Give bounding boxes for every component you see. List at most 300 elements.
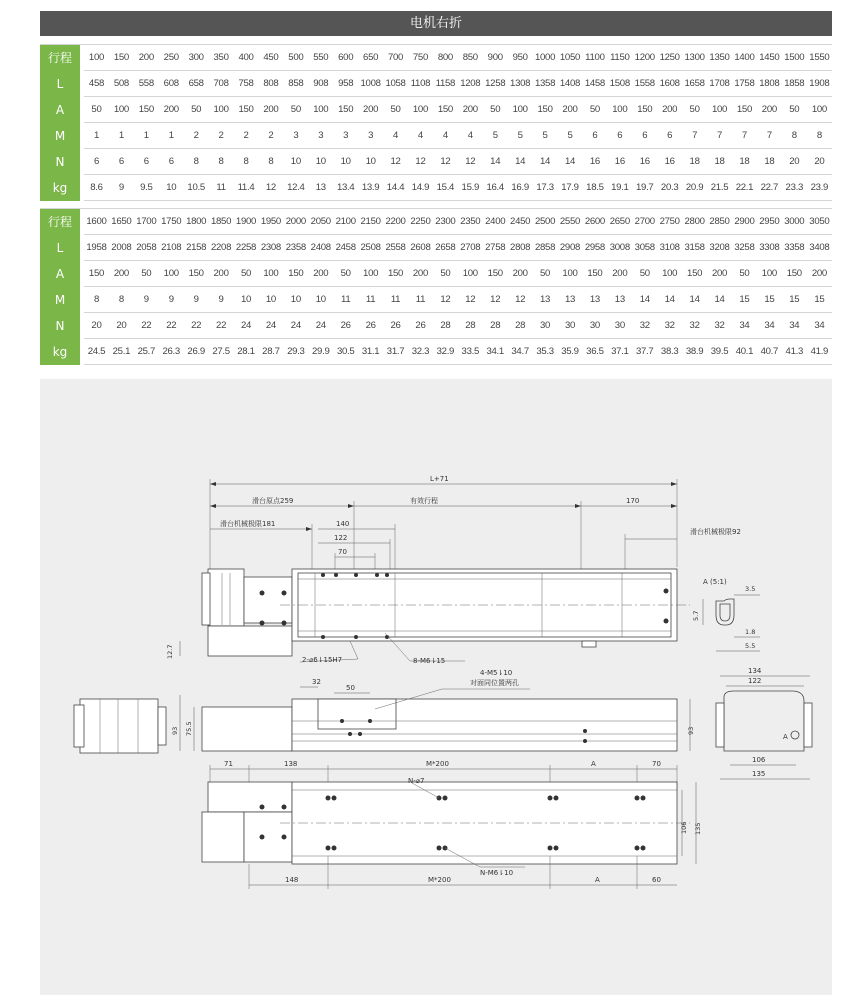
dim-148: 148 <box>285 876 299 884</box>
table-cell: 150 <box>84 261 109 287</box>
table-cell: 10 <box>308 287 333 313</box>
table-cell: 12 <box>458 149 483 175</box>
table-cell: 1000 <box>533 45 558 71</box>
table-cell: 8 <box>184 149 209 175</box>
table-cell: 50 <box>84 97 109 123</box>
table-cell: 39.5 <box>707 339 732 365</box>
table-cell: 23.3 <box>782 175 807 201</box>
table-cell: 5 <box>483 123 508 149</box>
dim-right-end: 170 <box>626 497 640 505</box>
table-row <box>40 287 832 313</box>
table-cell: 50 <box>682 97 707 123</box>
table-cell: 6 <box>632 123 657 149</box>
table-cell: 50 <box>433 261 458 287</box>
table-cell: 100 <box>807 97 832 123</box>
table-cell: 3258 <box>732 235 757 261</box>
detail-a <box>692 578 760 651</box>
table-cell: 958 <box>333 71 358 97</box>
table-cell: 2250 <box>408 209 433 235</box>
table-cell: 10.5 <box>184 175 209 201</box>
table-cell: 1550 <box>807 45 832 71</box>
table-cell: 50 <box>383 97 408 123</box>
dim-m200-bottom: M*200 <box>428 876 451 884</box>
table-cell: 1750 <box>159 209 184 235</box>
table-cell: 100 <box>458 261 483 287</box>
table-cell: 1458 <box>582 71 607 97</box>
table-cell: 17.3 <box>533 175 558 201</box>
table-cell: 2 <box>234 123 259 149</box>
table-cell: 908 <box>308 71 333 97</box>
table-cell: 3058 <box>632 235 657 261</box>
table-cell: 1800 <box>184 209 209 235</box>
table-cell: 200 <box>508 261 533 287</box>
table-cell: 28.7 <box>258 339 283 365</box>
table-cell: 29.9 <box>308 339 333 365</box>
table-cell: 6 <box>582 123 607 149</box>
table-cell: 1 <box>109 123 134 149</box>
table-cell: 2658 <box>433 235 458 261</box>
table-cell: 150 <box>383 261 408 287</box>
table-cell: 24 <box>308 313 333 339</box>
table-cell: 2650 <box>607 209 632 235</box>
table-cell: 100 <box>109 97 134 123</box>
table-cell: 18 <box>732 149 757 175</box>
table-cell: 1558 <box>632 71 657 97</box>
table-cell: 50 <box>533 261 558 287</box>
table-cell: 22 <box>209 313 234 339</box>
table-cell: 100 <box>757 261 782 287</box>
detail-a-title: A (5:1) <box>703 578 727 586</box>
table-row <box>40 71 832 97</box>
table-cell: 34 <box>757 313 782 339</box>
table-cell: 2700 <box>632 209 657 235</box>
row-header: L <box>40 71 80 97</box>
table-cell: 100 <box>508 97 533 123</box>
table-cell: 500 <box>283 45 308 71</box>
table-cell: 41.3 <box>782 339 807 365</box>
table-cell: 458 <box>84 71 109 97</box>
table-cell: 1 <box>159 123 184 149</box>
row-header: A <box>40 97 80 123</box>
dim-93-right: 93 <box>687 726 695 735</box>
table-cell: 5 <box>508 123 533 149</box>
table-cell: 2408 <box>308 235 333 261</box>
side-view <box>74 669 695 753</box>
table-cell: 200 <box>707 261 732 287</box>
table-cell: 8 <box>109 287 134 313</box>
end-dim-134: 134 <box>748 667 762 675</box>
table-cell: 10 <box>308 149 333 175</box>
dim-m200-top: M*200 <box>426 760 449 768</box>
row-header: 行程 <box>40 45 80 71</box>
table-cell: 3008 <box>607 235 632 261</box>
table-row <box>40 261 832 287</box>
table-cell: 2708 <box>458 235 483 261</box>
table-cell: 2800 <box>682 209 707 235</box>
table-cell: 2450 <box>508 209 533 235</box>
table-cell: 650 <box>358 45 383 71</box>
table-cell: 1858 <box>782 71 807 97</box>
table-cell: 4 <box>408 123 433 149</box>
table-cell: 2508 <box>358 235 383 261</box>
table-cell: 13.9 <box>358 175 383 201</box>
detail-dim-5-5: 5.5 <box>745 642 756 650</box>
dim-70: 70 <box>338 548 347 556</box>
table-cell: 1900 <box>234 209 259 235</box>
table-cell: 25.1 <box>109 339 134 365</box>
table-cell: 2900 <box>732 209 757 235</box>
table-cell: 5 <box>533 123 558 149</box>
table-cell: 2758 <box>483 235 508 261</box>
table-cell: 30 <box>582 313 607 339</box>
table-cell: 16 <box>657 149 682 175</box>
table-cell: 28 <box>508 313 533 339</box>
table-cell: 8 <box>209 149 234 175</box>
table-cell: 3 <box>308 123 333 149</box>
end-dim-122: 122 <box>748 677 762 685</box>
table-cell: 200 <box>109 261 134 287</box>
table-cell: 38.3 <box>657 339 682 365</box>
table-cell: 250 <box>159 45 184 71</box>
table-cell: 200 <box>358 97 383 123</box>
table-cell: 34.1 <box>483 339 508 365</box>
technical-drawing <box>40 379 832 995</box>
table-cell: 6 <box>109 149 134 175</box>
callout-n-phi7: N-⌀7 <box>408 777 425 785</box>
table-cell: 200 <box>657 97 682 123</box>
table-cell: 608 <box>159 71 184 97</box>
dim-total-length: L+71 <box>430 475 449 483</box>
table-cell: 20 <box>109 313 134 339</box>
table-cell: 6 <box>84 149 109 175</box>
table-cell: 34 <box>807 313 832 339</box>
table-cell: 3408 <box>807 235 832 261</box>
table-cell: 24 <box>234 313 259 339</box>
table-cell: 2308 <box>258 235 283 261</box>
table-cell: 20.9 <box>682 175 707 201</box>
table-cell: 50 <box>184 97 209 123</box>
table-cell: 3 <box>283 123 308 149</box>
table-cell: 6 <box>607 123 632 149</box>
table-cell: 14 <box>508 149 533 175</box>
row-header: kg <box>40 339 80 365</box>
table-cell: 26 <box>333 313 358 339</box>
end-view <box>716 667 812 779</box>
table-cell: 7 <box>682 123 707 149</box>
table-cell: 1950 <box>258 209 283 235</box>
table-cell: 9 <box>209 287 234 313</box>
table-cell: 1500 <box>782 45 807 71</box>
table-cell: 1758 <box>732 71 757 97</box>
table-cell: 9 <box>159 287 184 313</box>
table-cell: 15.9 <box>458 175 483 201</box>
table-cell: 2850 <box>707 209 732 235</box>
dim-a-top: A <box>591 760 596 768</box>
table-cell: 10 <box>358 149 383 175</box>
table-cell: 18.5 <box>582 175 607 201</box>
table-cell: 32 <box>707 313 732 339</box>
table-cell: 32.3 <box>408 339 433 365</box>
callout-m5-note: 对面同位置两孔 <box>470 679 519 687</box>
table-cell: 750 <box>408 45 433 71</box>
table-cell: 13.4 <box>333 175 358 201</box>
dim-70-top: 70 <box>652 760 661 768</box>
table-cell: 900 <box>483 45 508 71</box>
table-cell: 25.7 <box>134 339 159 365</box>
table-cell: 16.4 <box>483 175 508 201</box>
table-cell: 14 <box>632 287 657 313</box>
table-cell: 16 <box>607 149 632 175</box>
table-cell: 150 <box>283 261 308 287</box>
spec-table-1 <box>40 44 832 201</box>
table-cell: 150 <box>632 97 657 123</box>
table-cell: 5 <box>558 123 583 149</box>
table-row <box>40 123 832 149</box>
table-cell: 21.5 <box>707 175 732 201</box>
table-cell: 33.5 <box>458 339 483 365</box>
table-cell: 32 <box>682 313 707 339</box>
table-cell: 700 <box>383 45 408 71</box>
table-cell: 1508 <box>607 71 632 97</box>
dim-32: 32 <box>312 678 321 686</box>
table-cell: 2008 <box>109 235 134 261</box>
table-cell: 24 <box>258 313 283 339</box>
table-cell: 38.9 <box>682 339 707 365</box>
table-cell: 200 <box>807 261 832 287</box>
table-cell: 15 <box>807 287 832 313</box>
table-cell: 20 <box>782 149 807 175</box>
table-cell: 28.1 <box>234 339 259 365</box>
table-cell: 1258 <box>483 71 508 97</box>
table-cell: 28 <box>458 313 483 339</box>
end-view-a-label: A <box>783 733 788 741</box>
table-cell: 2458 <box>333 235 358 261</box>
table-cell: 1100 <box>582 45 607 71</box>
table-cell: 37.7 <box>632 339 657 365</box>
row-header: kg <box>40 175 80 201</box>
table-cell: 150 <box>333 97 358 123</box>
table-cell: 12 <box>508 287 533 313</box>
table-cell: 18 <box>757 149 782 175</box>
row-header: N <box>40 149 80 175</box>
table-cell: 100 <box>258 261 283 287</box>
table-cell: 150 <box>732 97 757 123</box>
table-cell: 150 <box>184 261 209 287</box>
table-cell: 1358 <box>533 71 558 97</box>
table-cell: 11 <box>333 287 358 313</box>
table-cell: 32 <box>632 313 657 339</box>
table-cell: 50 <box>283 97 308 123</box>
table-cell: 4 <box>383 123 408 149</box>
table-cell: 1600 <box>84 209 109 235</box>
table-cell: 28 <box>433 313 458 339</box>
table-cell: 30.5 <box>333 339 358 365</box>
table-cell: 24.5 <box>84 339 109 365</box>
bottom-view <box>202 760 702 889</box>
detail-dim-5-7: 5.7 <box>692 610 700 621</box>
table-cell: 150 <box>682 261 707 287</box>
table-cell: 7 <box>707 123 732 149</box>
table-cell: 100 <box>657 261 682 287</box>
table-cell: 15 <box>732 287 757 313</box>
table-cell: 100 <box>607 97 632 123</box>
table-cell: 1908 <box>807 71 832 97</box>
table-cell: 2350 <box>458 209 483 235</box>
table-row <box>40 235 832 261</box>
table-cell: 13 <box>308 175 333 201</box>
table-cell: 150 <box>483 261 508 287</box>
table-cell: 100 <box>558 261 583 287</box>
row-header: L <box>40 235 80 261</box>
table-cell: 200 <box>258 97 283 123</box>
dim-106-bottom: 106 <box>680 821 688 834</box>
dim-93-left: 93 <box>171 726 179 735</box>
table-cell: 150 <box>433 97 458 123</box>
table-cell: 50 <box>582 97 607 123</box>
table-cell: 2200 <box>383 209 408 235</box>
table-cell: 200 <box>209 261 234 287</box>
table-cell: 10 <box>159 175 184 201</box>
table-cell: 16.9 <box>508 175 533 201</box>
table-cell: 1050 <box>558 45 583 71</box>
table-cell: 18 <box>707 149 732 175</box>
table-cell: 12 <box>483 287 508 313</box>
callout-n-m6: N-M6⇂10 <box>480 869 514 877</box>
table-cell: 2150 <box>358 209 383 235</box>
dim-effective-stroke: 有效行程 <box>410 497 438 505</box>
table-cell: 100 <box>308 97 333 123</box>
table-cell: 30 <box>558 313 583 339</box>
table-cell: 50 <box>134 261 159 287</box>
table-cell: 31.1 <box>358 339 383 365</box>
row-header: N <box>40 313 80 339</box>
table-cell: 50 <box>632 261 657 287</box>
table-cell: 24 <box>283 313 308 339</box>
table-cell: 1350 <box>707 45 732 71</box>
table-cell: 200 <box>308 261 333 287</box>
table-cell: 35.9 <box>558 339 583 365</box>
table-cell: 2 <box>258 123 283 149</box>
table-cell: 34 <box>732 313 757 339</box>
table-cell: 100 <box>84 45 109 71</box>
table-row <box>40 209 832 235</box>
table-cell: 22 <box>184 313 209 339</box>
dim-71: 71 <box>224 760 233 768</box>
table-cell: 1608 <box>657 71 682 97</box>
callout-pin-hole: 2-⌀6⇂15H7 <box>302 656 343 664</box>
table-cell: 30 <box>533 313 558 339</box>
table-cell: 26.9 <box>184 339 209 365</box>
table-cell: 2158 <box>184 235 209 261</box>
table-cell: 2058 <box>134 235 159 261</box>
row-header: M <box>40 123 80 149</box>
table-cell: 15 <box>757 287 782 313</box>
table-cell: 13 <box>558 287 583 313</box>
table-cell: 16 <box>582 149 607 175</box>
table-cell: 3000 <box>782 209 807 235</box>
table-cell: 150 <box>134 97 159 123</box>
table-cell: 16 <box>632 149 657 175</box>
table-cell: 850 <box>458 45 483 71</box>
table-cell: 2500 <box>533 209 558 235</box>
table-cell: 2908 <box>558 235 583 261</box>
table-cell: 2550 <box>558 209 583 235</box>
table-cell: 350 <box>209 45 234 71</box>
table-cell: 1708 <box>707 71 732 97</box>
table-cell: 27.5 <box>209 339 234 365</box>
callout-tap-holes: 8-M6⇂15 <box>413 657 446 665</box>
table-cell: 200 <box>558 97 583 123</box>
table-cell: 100 <box>408 97 433 123</box>
table-cell: 41.9 <box>807 339 832 365</box>
table-cell: 150 <box>782 261 807 287</box>
table-cell: 7 <box>732 123 757 149</box>
table-cell: 2750 <box>657 209 682 235</box>
end-dim-106: 106 <box>752 756 766 764</box>
table-cell: 28 <box>483 313 508 339</box>
table-cell: 32 <box>657 313 682 339</box>
table-cell: 7 <box>757 123 782 149</box>
table-cell: 150 <box>234 97 259 123</box>
table-cell: 2300 <box>433 209 458 235</box>
table-cell: 1850 <box>209 209 234 235</box>
table-cell: 1408 <box>558 71 583 97</box>
table-cell: 36.5 <box>582 339 607 365</box>
table-cell: 32.9 <box>433 339 458 365</box>
table-cell: 17.9 <box>558 175 583 201</box>
table-cell: 2258 <box>234 235 259 261</box>
table-cell: 13 <box>607 287 632 313</box>
table-cell: 11.4 <box>234 175 259 201</box>
table-cell: 6 <box>134 149 159 175</box>
table-cell: 12 <box>433 149 458 175</box>
table-cell: 14 <box>483 149 508 175</box>
table-cell: 34.7 <box>508 339 533 365</box>
table-cell: 200 <box>408 261 433 287</box>
table-cell: 508 <box>109 71 134 97</box>
table-cell: 31.7 <box>383 339 408 365</box>
table-cell: 1650 <box>109 209 134 235</box>
table-cell: 1400 <box>732 45 757 71</box>
dim-mech-limit-left: 滑台机械极限181 <box>220 520 276 528</box>
table-cell: 40.1 <box>732 339 757 365</box>
table-cell: 100 <box>159 261 184 287</box>
table-cell: 758 <box>234 71 259 97</box>
table-cell: 14 <box>682 287 707 313</box>
table-cell: 150 <box>109 45 134 71</box>
table-cell: 6 <box>159 149 184 175</box>
table-cell: 50 <box>234 261 259 287</box>
table-cell: 3358 <box>782 235 807 261</box>
table-cell: 2 <box>184 123 209 149</box>
table-cell: 26 <box>408 313 433 339</box>
table-cell: 1250 <box>657 45 682 71</box>
dim-122: 122 <box>334 534 348 542</box>
table-cell: 50 <box>732 261 757 287</box>
table-cell: 30 <box>607 313 632 339</box>
table-cell: 8 <box>807 123 832 149</box>
detail-dim-1-8: 1.8 <box>745 628 756 636</box>
table-cell: 658 <box>184 71 209 97</box>
table-cell: 14.4 <box>383 175 408 201</box>
table-cell: 1308 <box>508 71 533 97</box>
table-cell: 9 <box>134 287 159 313</box>
table-cell: 858 <box>283 71 308 97</box>
table-cell: 9 <box>109 175 134 201</box>
table-cell: 12 <box>433 287 458 313</box>
technical-drawing-panel <box>40 379 832 995</box>
table-cell: 22.7 <box>757 175 782 201</box>
